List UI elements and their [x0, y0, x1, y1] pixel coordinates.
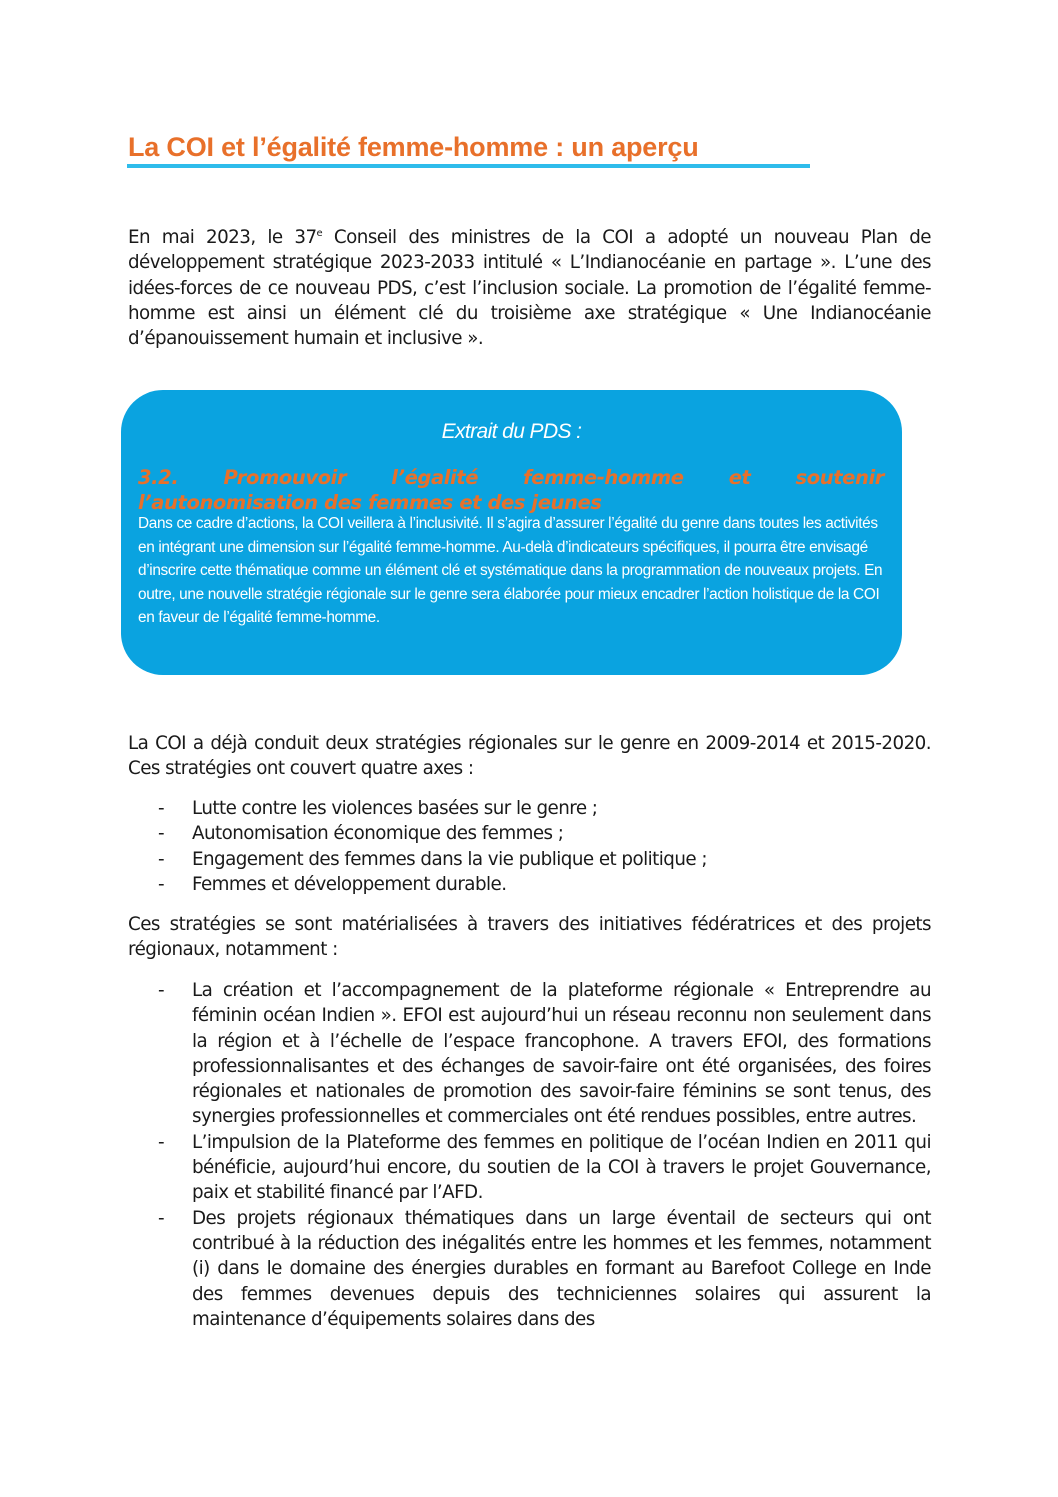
list-item-text: Lutte contre les violences basées sur le genre ; — [192, 798, 598, 819]
heading-word: l’égalité — [391, 466, 479, 489]
callout-body: Dans ce cadre d’actions, la COI veillera à l’inclusivité. Il s’agira d’assurer l’égalité du genre dans toutes les activités en intégrant une dimension sur l’égalité femme-homme. Au-delà d’indicateurs spécifiques, il pourra être envisagé d’inscrire cette thématique comme un élément clé et systématique dans la programmation de nouveaux projets. En outre, une nouvelle stratégie régionale sur le genre sera élaborée pour mieux encadrer l’action holistique de la COI en faveur de l’égalité femme-homme. — [138, 515, 883, 627]
list-item — [128, 1206, 931, 1332]
page-title: La COI et l’égalité femme-homme : un aperçu — [128, 132, 699, 162]
bullet-dash: - — [158, 1207, 165, 1229]
callout-heading-line2: l’autonomisation des femmes et des jeunes — [138, 491, 602, 514]
axes-list — [128, 796, 931, 897]
ordinal-superscript: e — [316, 227, 323, 239]
bullet-dash: - — [158, 798, 165, 819]
list-item-text: La création et l’accompagnement de la plateforme régionale « Entreprendre au féminin océan Indien ». EFOI est aujourd’hui un réseau reconnu non seulement dans la région et à l’échelle de l’espace francophone. A travers EFOI, des formations professionnalisantes et des échanges de savoir-faire ont été organisées, des foires régionales et nationales de promotion des savoir-faire féminins se sont tenus, des synergies professionnelles et commerciales ont été rendues possibles, entre autres. — [192, 980, 931, 1128]
intro-text-rest: Conseil des ministres de la COI a adopté un nouveau Plan de développement stratégique 2023-2033 intitulé « L’Indianocéanie en partage ». L’une des idées-forces de ce nouveau PDS, c’est l’inclusion sociale. La promotion de l’égalité femme-homme est ainsi un élément clé du troisième axe stratégique « Une Indianocéanie d’épanouissement humain et inclusive ». — [128, 227, 932, 350]
list-item-text: Femmes et développement durable. — [192, 873, 507, 895]
callout-heading — [138, 465, 884, 515]
bullet-dash: - — [158, 873, 165, 895]
initiatives-list — [128, 978, 931, 1332]
list-item-text: Autonomisation économique des femmes ; — [192, 823, 564, 845]
initiatives-paragraph: Ces stratégies se sont matérialisées à travers des initiatives fédératrices et des projets régionaux, notamment : — [128, 914, 931, 961]
pds-excerpt-callout — [121, 390, 902, 675]
list-item — [128, 1130, 931, 1206]
bullet-dash: - — [158, 848, 165, 870]
list-item — [128, 847, 931, 872]
list-item-text: Des projets régionaux thématiques dans un large éventail de secteurs qui ont contribué à la réduction des inégalités entre les hommes et les femmes, notamment (i) dans le domaine des énergies durables en formant au Barefoot College en Inde des femmes devenues depuis des techniciennes solaires qui assurent la maintenance d’équipements solaires dans des — [192, 1207, 931, 1330]
heading-word: et — [728, 466, 751, 489]
bullet-dash: - — [158, 1131, 165, 1153]
title-underline — [127, 164, 810, 168]
list-item — [128, 872, 931, 897]
heading-word: 3.2. — [138, 466, 179, 489]
heading-word: soutenir — [795, 466, 884, 489]
bullet-dash: - — [158, 823, 165, 845]
callout-heading-line1 — [138, 465, 884, 490]
intro-paragraph — [128, 225, 931, 351]
list-item — [128, 796, 931, 821]
bullet-dash: - — [158, 980, 165, 1001]
list-item-text: Engagement des femmes dans la vie publique et politique ; — [192, 848, 707, 870]
strategies-paragraph: La COI a déjà conduit deux stratégies régionales sur le genre en 2009-2014 et 2015-2020. Ces stratégies ont couvert quatre axes : — [128, 733, 931, 780]
heading-word: Promouvoir — [223, 466, 347, 489]
list-item-text: L’impulsion de la Plateforme des femmes en politique de l’océan Indien en 2011 qui bénéficie, aujourd’hui encore, du soutien de la COI à travers le projet Gouvernance, paix et stabilité financé par l’AFD. — [192, 1131, 931, 1204]
intro-text-start: En mai 2023, le 37 — [128, 227, 317, 248]
list-item — [128, 821, 931, 846]
heading-word: femme-homme — [523, 466, 684, 489]
callout-label: Extrait du PDS : — [441, 420, 582, 443]
list-item — [128, 978, 931, 1130]
